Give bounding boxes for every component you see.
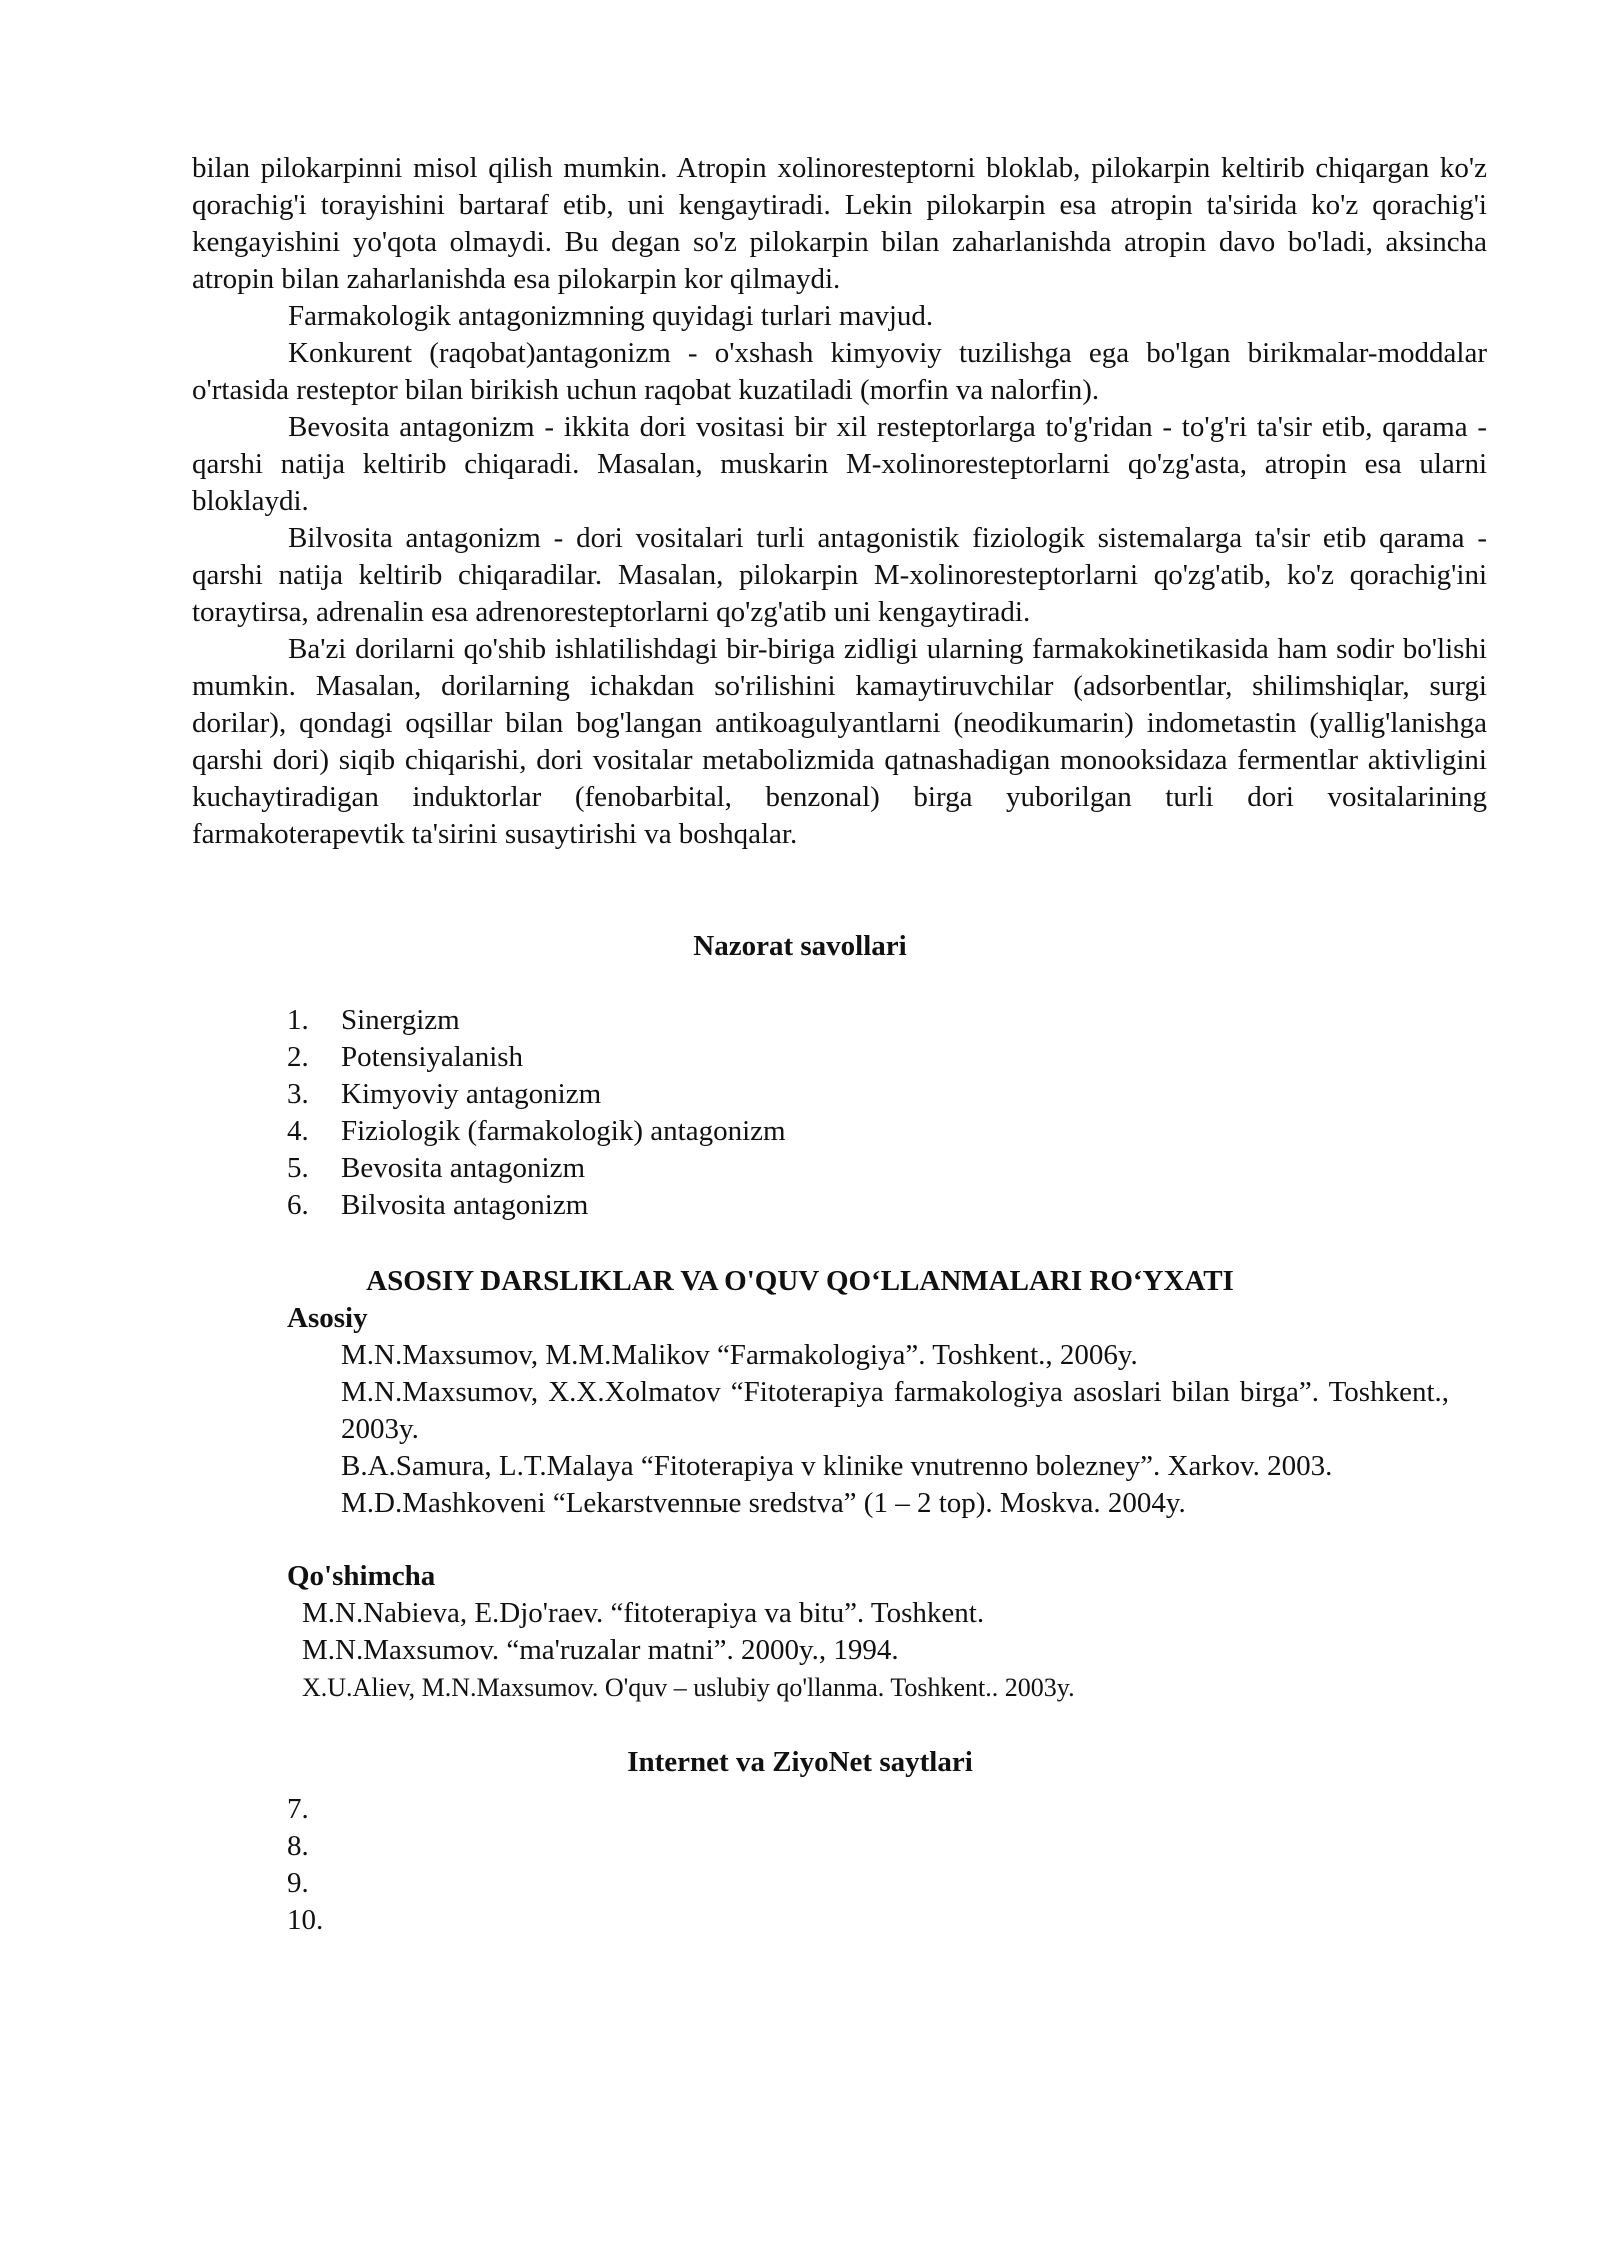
nazorat-heading: Nazorat savollari [693, 930, 907, 962]
list-item [287, 1113, 786, 1150]
asosiy-heading: Asosiy [287, 1302, 368, 1334]
paragraph: Bevosita antagonizm - ikkita dori vositasi bir xil resteptorlarga to'g'ridan - to'g'ri ta'sir etib, qarama - qarshi natija keltirib chiqaradi. Masalan, muskarin M-xolinoresteptorlarni qo'zg'asta, atropin esa ularni bloklaydi. [192, 411, 1487, 517]
qoshimcha-list [302, 1595, 1452, 1706]
paragraph: Konkurent (raqobat)antagonizm - o'xshash kimyoviy tuzilishga ega bo'lgan birikmalar-moddalar o'rtasida resteptor bilan birikish uchun raqobat kuzatiladi (morfin va nalorfin). [192, 337, 1487, 406]
list-text: Bevosita antagonizm [341, 1152, 586, 1184]
list-number: 4. [287, 1115, 309, 1147]
reference-item: B.A.Samura, L.T.Malaya “Fitoterapiya v klinike vnutrenno bolezney”. Xarkov. 2003. [341, 1450, 1333, 1482]
list-number: 6. [287, 1189, 309, 1221]
paragraph: Bilvosita antagonizm - dori vositalari turli antagonistik fiziologik sistemalarga ta'sir etib qarama - qarshi natija keltirib chiqaradilar. Masalan, pilokarpin M-xolinoresteptorlarni qo'zg'atib, ko'z qorachig'ini toraytirsa, adrenalin esa adrenoresteptorlarni qo'zg'atib uni kengaytiradi. [192, 522, 1487, 628]
list-text: Fiziologik (farmakologik) antagonizm [341, 1115, 786, 1147]
list-item [287, 1150, 786, 1187]
list-item [287, 1076, 786, 1113]
reference-item: X.U.Aliev, M.N.Maxsumov. O'quv – uslubiy qo'llanma. Toshkent.. 2003y. [302, 1673, 1075, 1702]
list-number: 3. [287, 1078, 309, 1110]
list-text: Kimyoviy antagonizm [341, 1078, 602, 1110]
paragraph: bilan pilokarpinni misol qilish mumkin. Atropin xolinoresteptorni bloklab, pilokarpin keltirib chiqargan ko'z qorachig'i torayishini bartaraf etib, uni kengaytiradi. Lekin pilokarpin esa atropin ta'sirida ko'z qorachig'i kengayishini yo'qota olmaydi. Bu degan so'z pilokarpin bilan zaharlanishda atropin davo bo'ladi, aksincha atropin bilan zaharlanishda esa pilokarpin kor qilmaydi. [192, 152, 1487, 295]
list-item [287, 1039, 786, 1076]
list-item [287, 1002, 786, 1039]
reference-item: M.N.Maxsumov, X.X.Xolmatov “Fitoterapiya farmakologiya asoslari bilan birga”. Toshkent., 2003y. [341, 1376, 1449, 1445]
list-item [287, 1187, 786, 1224]
reference-item: M.N.Maxsumov, M.M.Malikov “Farmakologiya”. Toshkent., 2006y. [341, 1339, 1138, 1371]
internet-heading: Internet va ZiyoNet saytlari [627, 1746, 973, 1778]
list-text: Sinergizm [341, 1004, 460, 1036]
references-heading: ASOSIY DARSLIKLAR VA O'QUV QOʻLLANMALARI ROʻYXATI [366, 1265, 1234, 1297]
list-number: 9. [287, 1867, 309, 1899]
list-text: Potensiyalanish [341, 1041, 524, 1073]
list-number: 7. [287, 1793, 309, 1825]
paragraph: Farmakologik antagonizmning quyidagi turlari mavjud. [288, 300, 934, 332]
list-number: 2. [287, 1041, 309, 1073]
asosiy-list [341, 1337, 1449, 1522]
reference-item: M.N.Nabieva, E.Djo'raev. “fitoterapiya va bitu”. Toshkent. [302, 1597, 985, 1629]
reference-item: M.D.Mashkoveni “Lekarstvennыe sredstva” (1 – 2 top). Moskva. 2004y. [341, 1487, 1186, 1519]
nazorat-list [287, 1002, 786, 1224]
body-text [192, 150, 1487, 853]
qoshimcha-heading: Qo'shimcha [287, 1560, 436, 1592]
list-number: 10. [287, 1904, 324, 1936]
paragraph: Ba'zi dorilarni qo'shib ishlatilishdagi bir-biriga zidligi ularning farmakokinetikasida ham sodir bo'lishi mumkin. Masalan, dorilarning ichakdan so'rilishini kamaytiruvchilar (adsorbentlar, shilimshiqlar, surgi dorilar), qondagi oqsillar bilan bog'langan antikoagulyantlarni (neodikumarin) indometastin (yallig'lanishga qarshi dori) siqib chiqarishi, dori vositalar metabolizmida qatnashadigan monooksidaza fermentlar aktivligini kuchaytiradigan induktorlar (fenobarbital, benzonal) birga yuborilgan turli dori vositalarining farmakoterapevtik ta'sirini susaytirishi va boshqalar. [192, 633, 1487, 850]
reference-item: M.N.Maxsumov. “ma'ruzalar matni”. 2000y., 1994. [302, 1634, 899, 1666]
list-number: 8. [287, 1830, 309, 1862]
list-text: Bilvosita antagonizm [341, 1189, 589, 1221]
internet-list [287, 1791, 323, 1939]
list-number: 1. [287, 1004, 309, 1036]
list-number: 5. [287, 1152, 309, 1184]
